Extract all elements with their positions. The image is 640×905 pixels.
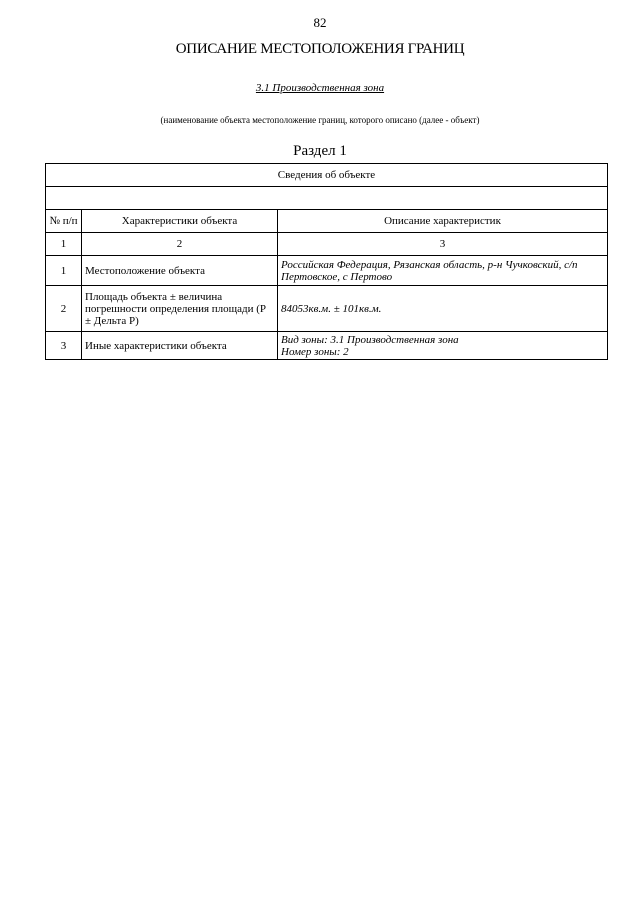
row-description [278,332,608,360]
page-number: 82 [313,15,327,30]
row-characteristic: Иные характеристики объекта [82,332,278,360]
header-characteristic: Характеристики объекта [82,210,278,233]
table-empty-row [46,187,608,210]
table-row [46,286,608,332]
column-number-1: 1 [46,233,82,256]
object-name [0,82,640,94]
header-num: № п/п [46,210,82,233]
row-num: 1 [46,256,82,286]
description-line: Вид зоны: 3.1 Производственная зона [281,333,459,346]
row-num: 3 [46,332,82,360]
description-line: Номер зоны: 2 [281,345,349,358]
table-title: Сведения об объекте [46,164,608,187]
object-caption: (наименование объекта местоположение границ, которого описано (далее - объект) [160,115,480,125]
row-description: 84053кв.м. ± 101кв.м. [278,286,608,332]
column-number-3: 3 [278,233,608,256]
table-row [46,256,608,286]
empty-cell [46,187,608,210]
row-description: Российская Федерация, Рязанская область, р-н Чучковский, с/п Пертовское, с Пертово [278,256,608,286]
table-column-numbers-row [46,233,608,256]
table-header-row [46,210,608,233]
section-title: Раздел 1 [293,143,347,159]
row-characteristic: Площадь объекта ± величина погрешности определения площади (P ± Дельта P) [82,286,278,332]
header-description: Описание характеристик [278,210,608,233]
column-number-2: 2 [82,233,278,256]
row-num: 2 [46,286,82,332]
row-characteristic: Местоположение объекта [82,256,278,286]
document-title: ОПИСАНИЕ МЕСТОПОЛОЖЕНИЯ ГРАНИЦ [175,41,465,57]
table-row [46,332,608,360]
object-name-text: 3.1 Производственная зона [255,82,385,94]
object-info-table [45,163,608,360]
table-title-row [46,164,608,187]
